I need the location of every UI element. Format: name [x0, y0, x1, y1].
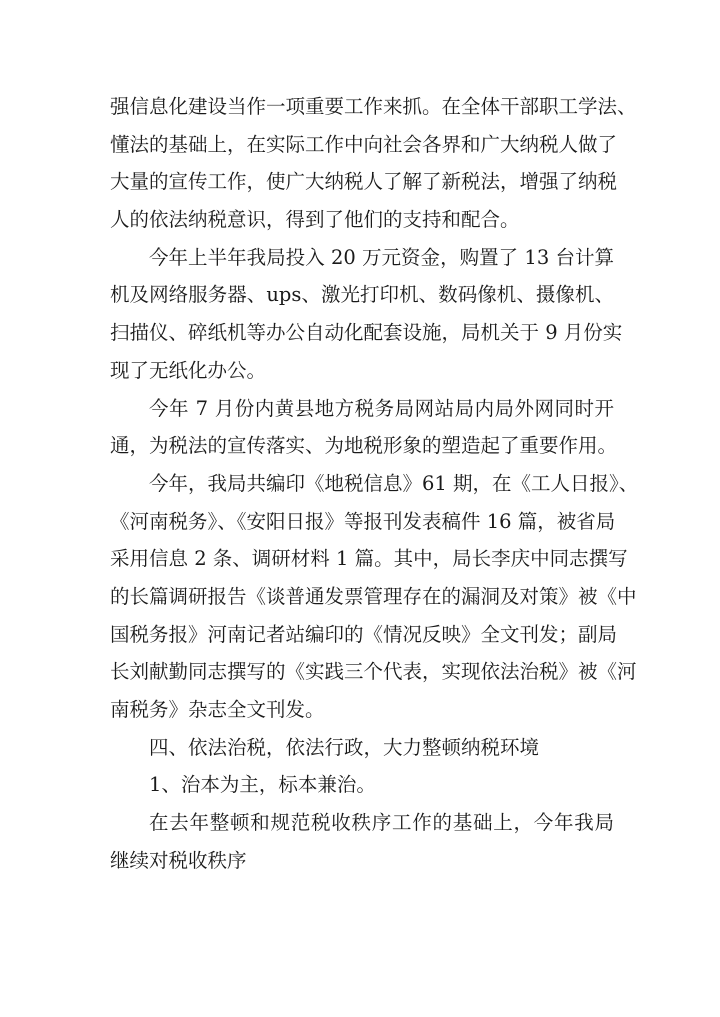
text-line: 在去年整顿和规范税收秩序工作的基础上，今年我局 — [149, 811, 614, 835]
text-line: 采用信息 2 条、调研材料 1 篇。其中，局长李庆中同志撰写 — [110, 547, 628, 571]
text-line: 长刘献勤同志撰写的《实践三个代表，实现依法治税》被《河 — [110, 660, 637, 684]
text-line: 今年，我局共编印《地税信息》61 期，在《工人日报》、 — [149, 471, 639, 495]
text-line: 通，为税法的宣传落实、为地税形象的塑造起了重要作用。 — [110, 434, 618, 458]
text-line: 继续对税收秩序 — [110, 848, 247, 872]
text-line: 四、依法治税，依法行政，大力整顿纳税环境 — [149, 735, 540, 759]
text-line: 南税务》杂志全文刊发。 — [110, 698, 325, 721]
text-line: 机及网络服务器、ups、激光打印机、数码像机、摄像机、 — [110, 283, 614, 307]
text-line: 今年 7 月份内黄县地方税务局网站局内局外网同时开 — [149, 396, 614, 420]
text-line: 《河南税务》、《安阳日报》等报刊发表稿件 16 篇，被省局 — [110, 509, 616, 533]
text-line: 国税务报》河南记者站编印的《情况反映》全文刊发；副局 — [110, 622, 618, 646]
text-line: 扫描仪、碎纸机等办公自动化配套设施，局机关于 9 月份实 — [110, 321, 623, 345]
text-line: 1、治本为主，标本兼治。 — [149, 773, 376, 797]
text-line: 大量的宣传工作，使广大纳税人了解了新税法，增强了纳税 — [110, 170, 618, 194]
text-line: 现了无纸化办公。 — [110, 358, 267, 382]
text-line: 人的依法纳税意识，得到了他们的支持和配合。 — [110, 208, 520, 232]
text-line: 强信息化建设当作一项重要工作来抓。在全体干部职工学法、 — [110, 95, 637, 118]
text-line: 的长篇调研报告《谈普通发票管理存在的漏洞及对策》被《中 — [110, 584, 637, 608]
document-body — [110, 88, 639, 879]
text-line: 今年上半年我局投入 20 万元资金，购置了 13 台计算 — [149, 245, 614, 269]
text-line: 懂法的基础上，在实际工作中向社会各界和广大纳税人做了 — [110, 132, 618, 156]
